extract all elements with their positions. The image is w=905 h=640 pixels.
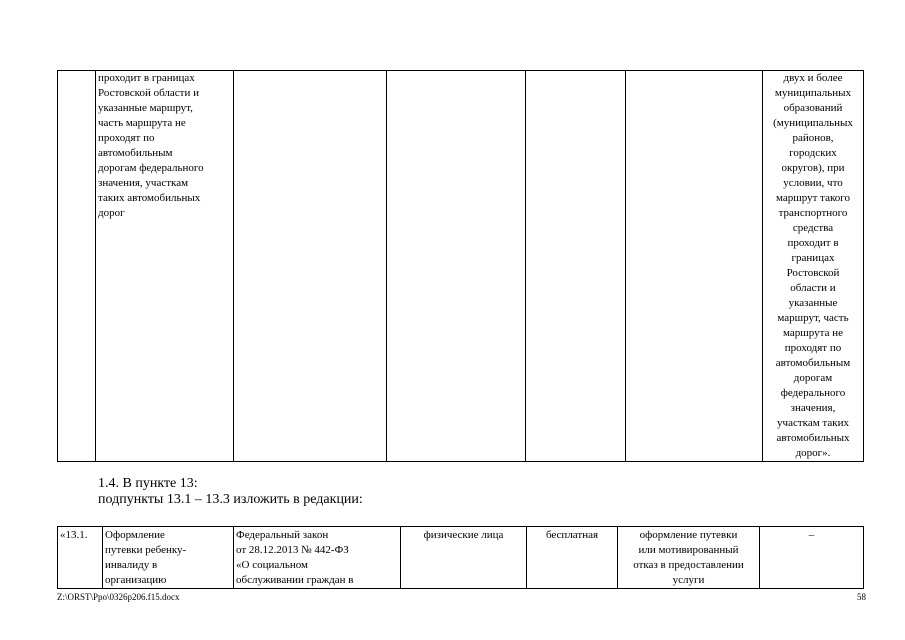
amendment-paragraph: [98, 476, 363, 508]
table-new-items: [57, 526, 864, 589]
table-cell-recipients: физические лица: [401, 527, 527, 589]
page-number: 58: [857, 592, 866, 602]
paragraph-line-2: подпункты 13.1 – 13.3 изложить в редакции:: [98, 492, 363, 507]
table-cell-recipients: [387, 71, 526, 462]
table-cell-payment: бесплатная: [527, 527, 618, 589]
table-cell-result: оформление путевки или мотивированный отказ в предоставлении услуги: [618, 527, 760, 589]
table-cell-conditions: двух и более муниципальных образований (муниципальных районов, городских округов), при условии, что маршрут такого транспортного средства проходит в границах Ростовской области и указанные маршрут, часть маршрута не проходят по автомобильным дорогам федерального значения, участкам таких автомобильных дорог».: [763, 71, 864, 462]
table-cell-payment: [526, 71, 626, 462]
table-cell-service: Оформление путевки ребенку- инвалиду в организацию: [103, 527, 234, 589]
table-cell-law: Федеральный закон от 28.12.2013 № 442-ФЗ «О социальном обслуживании граждан в: [234, 527, 401, 589]
table-cell-number: [58, 71, 96, 462]
table-cell-result: [626, 71, 763, 462]
table-row: [58, 527, 864, 589]
table-row: [58, 71, 864, 462]
table-continuation: [57, 70, 864, 462]
table-cell-service: проходит в границах Ростовской области и указанные маршрут, часть маршрута не проходят по автомобильным дорогам федерального значения, участкам таких автомобильных дорог: [96, 71, 234, 462]
table-cell-last: –: [760, 527, 864, 589]
footer-file-path: Z:\ORST\Ppo\0326p206.f15.docx: [57, 592, 180, 602]
table-cell-law: [234, 71, 387, 462]
table-cell-number: «13.1.: [58, 527, 103, 589]
paragraph-line-1: 1.4. В пункте 13:: [98, 476, 198, 491]
